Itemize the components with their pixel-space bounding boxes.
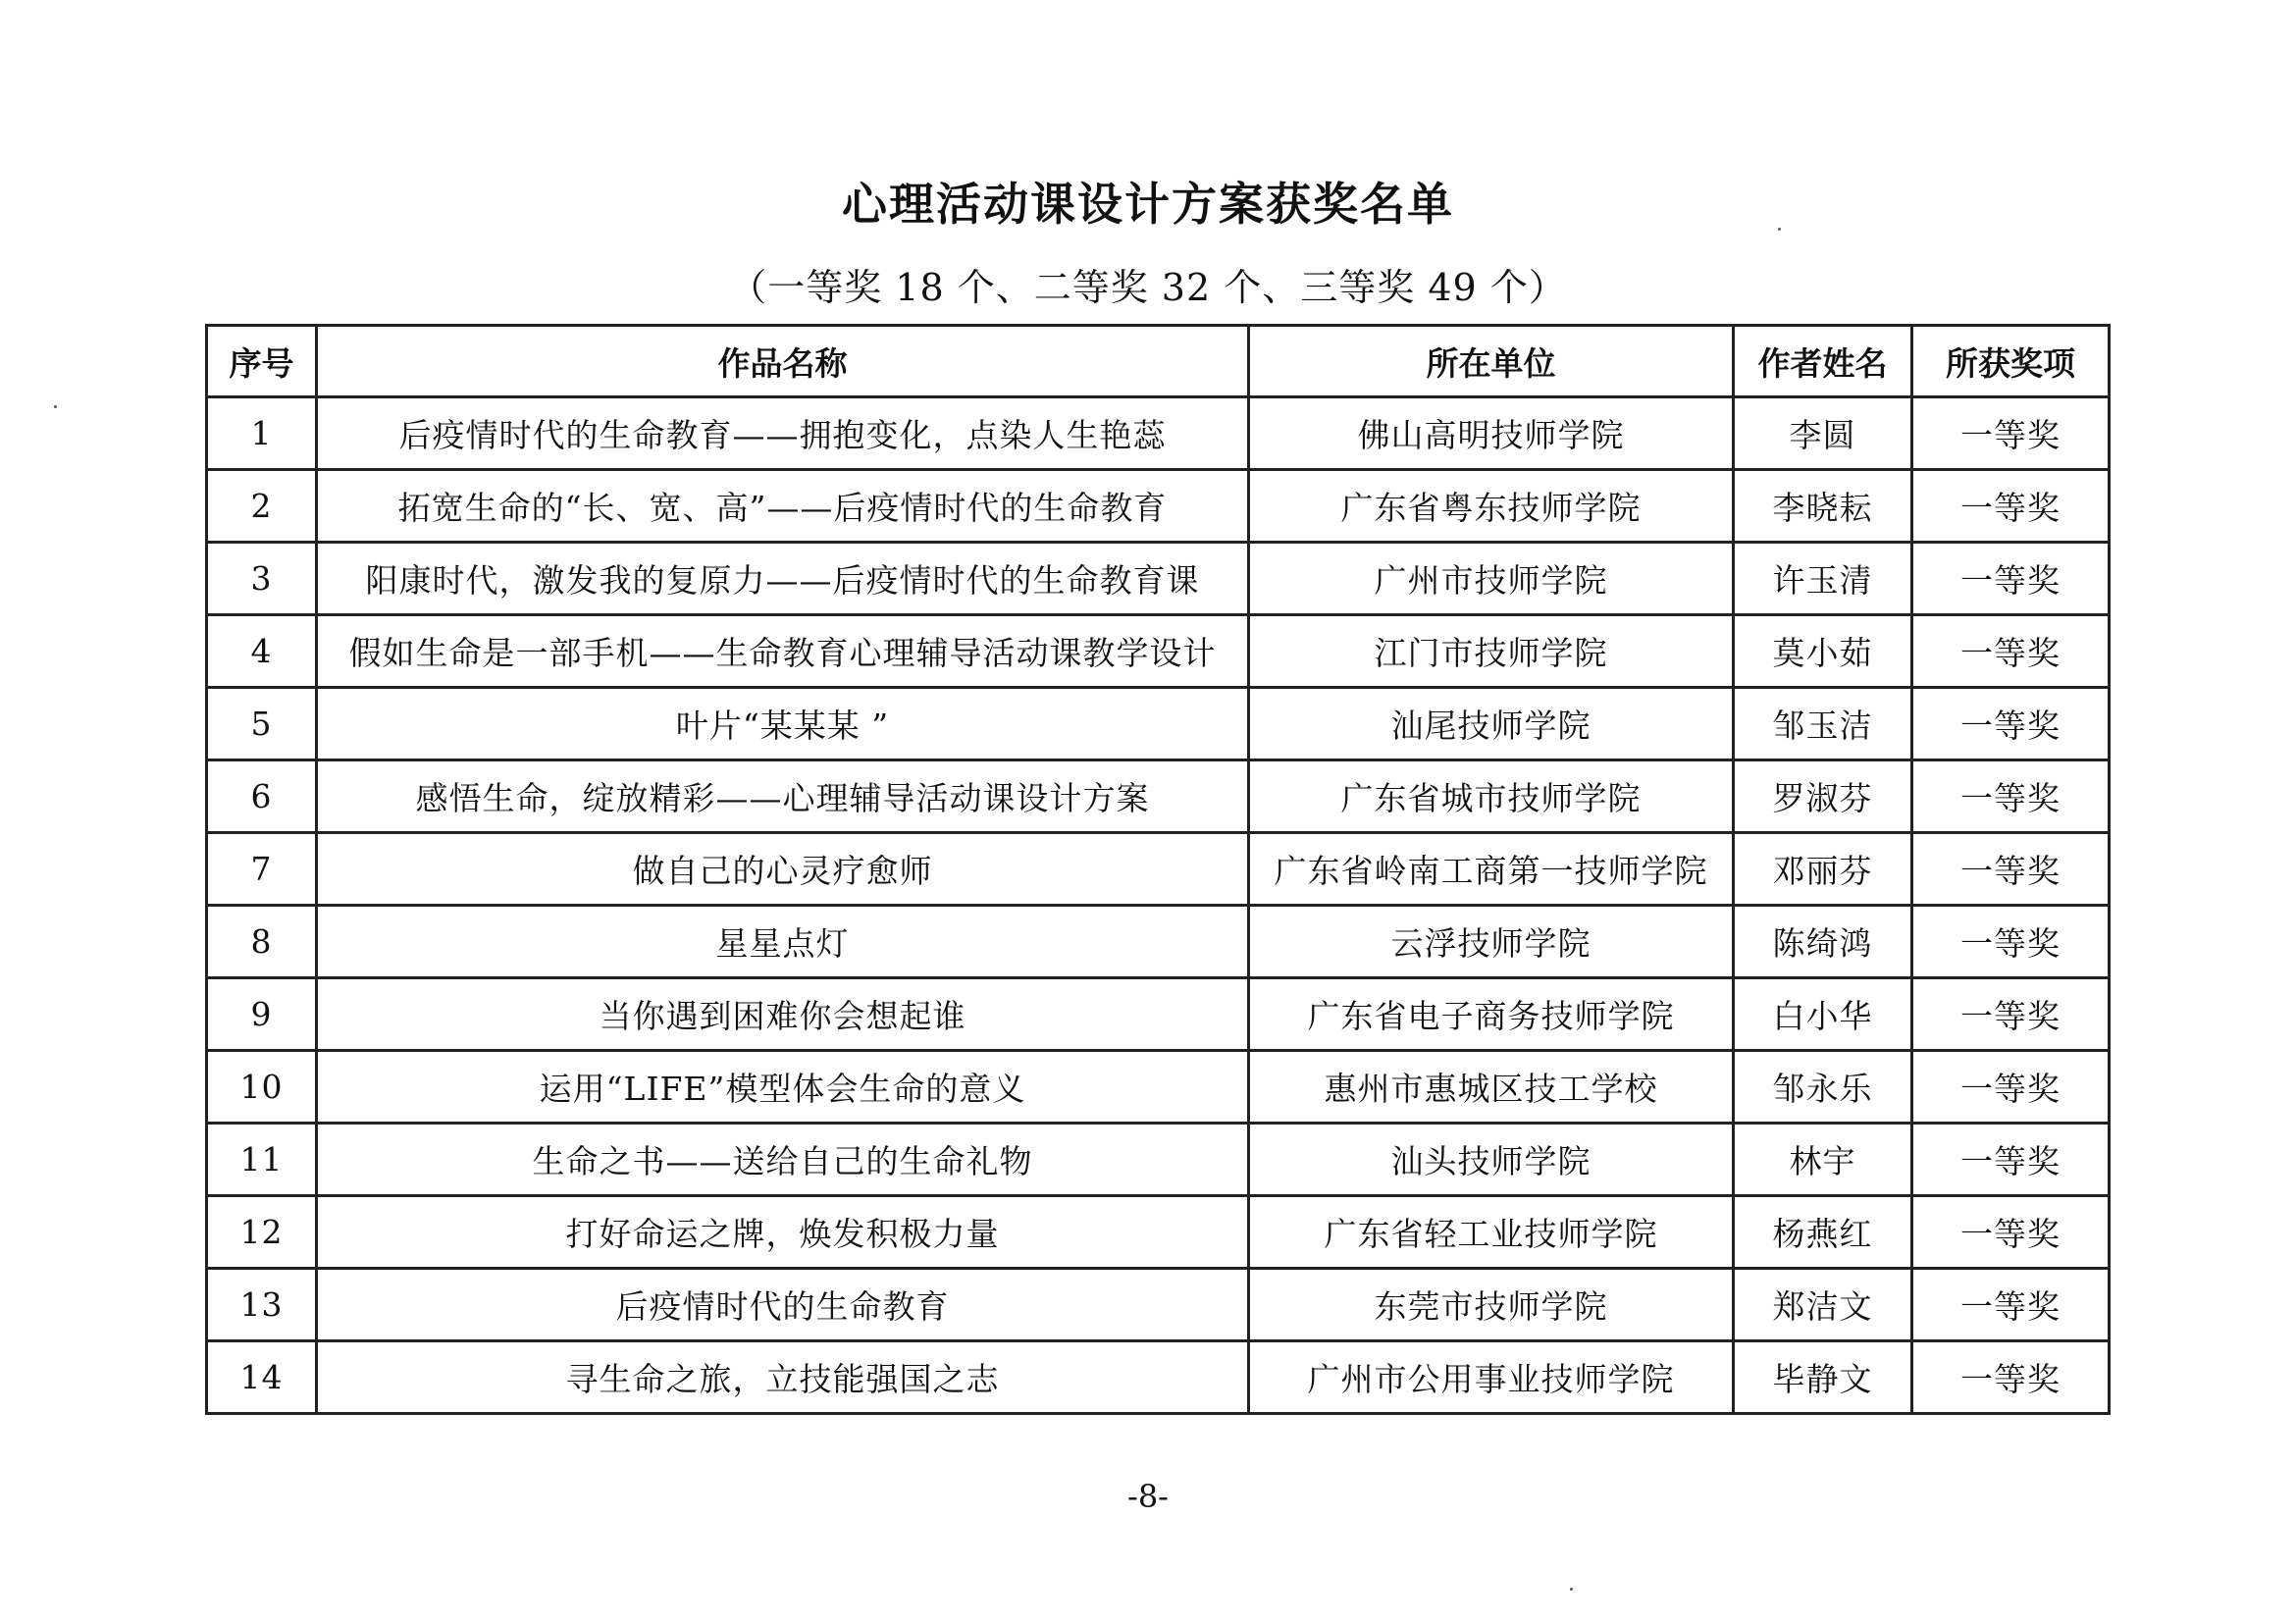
serial-number-cell: 5 bbox=[207, 688, 317, 760]
work-title-cell: 拓宽生命的“长、宽、高”——后疫情时代的生命教育 bbox=[317, 470, 1249, 543]
author-name-cell: 邹玉洁 bbox=[1734, 688, 1912, 760]
award-level-cell: 一等奖 bbox=[1912, 543, 2110, 615]
table-row bbox=[207, 688, 2110, 760]
serial-number-cell: 7 bbox=[207, 833, 317, 906]
award-level-cell: 一等奖 bbox=[1912, 1341, 2110, 1414]
scan-speck bbox=[1778, 228, 1781, 231]
scan-speck bbox=[54, 405, 57, 408]
award-level-cell: 一等奖 bbox=[1912, 688, 2110, 760]
institution-cell: 惠州市惠城区技工学校 bbox=[1249, 1051, 1734, 1124]
serial-number-cell: 2 bbox=[207, 470, 317, 543]
award-level-cell: 一等奖 bbox=[1912, 978, 2110, 1051]
header-award-level: 所获奖项 bbox=[1912, 326, 2110, 397]
table-row bbox=[207, 833, 2110, 906]
institution-cell: 广东省城市技师学院 bbox=[1249, 760, 1734, 833]
institution-cell: 江门市技师学院 bbox=[1249, 615, 1734, 688]
award-level-cell: 一等奖 bbox=[1912, 397, 2110, 470]
work-title-cell: 做自己的心灵疗愈师 bbox=[317, 833, 1249, 906]
author-name-cell: 杨燕红 bbox=[1734, 1196, 1912, 1269]
award-list-table bbox=[205, 324, 2111, 1415]
author-name-cell: 罗淑芬 bbox=[1734, 760, 1912, 833]
work-title-cell: 运用“LIFE”模型体会生命的意义 bbox=[317, 1051, 1249, 1124]
serial-number-cell: 8 bbox=[207, 906, 317, 978]
table-body bbox=[207, 397, 2110, 1414]
work-title-cell: 后疫情时代的生命教育 bbox=[317, 1269, 1249, 1341]
institution-cell: 汕头技师学院 bbox=[1249, 1124, 1734, 1196]
table-row bbox=[207, 906, 2110, 978]
work-title-cell: 寻生命之旅，立技能强国之志 bbox=[317, 1341, 1249, 1414]
serial-number-cell: 11 bbox=[207, 1124, 317, 1196]
table-row bbox=[207, 397, 2110, 470]
author-name-cell: 邹永乐 bbox=[1734, 1051, 1912, 1124]
serial-number-cell: 13 bbox=[207, 1269, 317, 1341]
award-level-cell: 一等奖 bbox=[1912, 906, 2110, 978]
serial-number-cell: 14 bbox=[207, 1341, 317, 1414]
serial-number-cell: 9 bbox=[207, 978, 317, 1051]
author-name-cell: 毕静文 bbox=[1734, 1341, 1912, 1414]
table-row bbox=[207, 615, 2110, 688]
header-author-name: 作者姓名 bbox=[1734, 326, 1912, 397]
serial-number-cell: 6 bbox=[207, 760, 317, 833]
scan-speck bbox=[1570, 1588, 1573, 1591]
institution-cell: 广东省岭南工商第一技师学院 bbox=[1249, 833, 1734, 906]
table-row bbox=[207, 1124, 2110, 1196]
work-title-cell: 感悟生命，绽放精彩——心理辅导活动课设计方案 bbox=[317, 760, 1249, 833]
award-level-cell: 一等奖 bbox=[1912, 833, 2110, 906]
award-count-subtitle: （一等奖 18 个、二等奖 32 个、三等奖 49 个） bbox=[729, 266, 1567, 309]
award-level-cell: 一等奖 bbox=[1912, 1269, 2110, 1341]
institution-cell: 广东省粤东技师学院 bbox=[1249, 470, 1734, 543]
table-row bbox=[207, 543, 2110, 615]
award-level-cell: 一等奖 bbox=[1912, 1051, 2110, 1124]
serial-number-cell: 12 bbox=[207, 1196, 317, 1269]
table-row bbox=[207, 470, 2110, 543]
institution-cell: 广东省电子商务技师学院 bbox=[1249, 978, 1734, 1051]
author-name-cell: 李圆 bbox=[1734, 397, 1912, 470]
award-level-cell: 一等奖 bbox=[1912, 615, 2110, 688]
page-title: 心理活动课设计方案获奖名单 bbox=[842, 178, 1454, 231]
institution-cell: 佛山高明技师学院 bbox=[1249, 397, 1734, 470]
author-name-cell: 邓丽芬 bbox=[1734, 833, 1912, 906]
work-title-cell: 后疫情时代的生命教育——拥抱变化，点染人生艳蕊 bbox=[317, 397, 1249, 470]
institution-cell: 广州市公用事业技师学院 bbox=[1249, 1341, 1734, 1414]
institution-cell: 云浮技师学院 bbox=[1249, 906, 1734, 978]
serial-number-cell: 3 bbox=[207, 543, 317, 615]
page-number: -8- bbox=[1127, 1478, 1169, 1515]
author-name-cell: 林宇 bbox=[1734, 1124, 1912, 1196]
work-title-cell: 打好命运之牌，焕发积极力量 bbox=[317, 1196, 1249, 1269]
award-level-cell: 一等奖 bbox=[1912, 1196, 2110, 1269]
author-name-cell: 白小华 bbox=[1734, 978, 1912, 1051]
author-name-cell: 李晓耘 bbox=[1734, 470, 1912, 543]
serial-number-cell: 1 bbox=[207, 397, 317, 470]
work-title-cell: 生命之书——送给自己的生命礼物 bbox=[317, 1124, 1249, 1196]
table-row bbox=[207, 978, 2110, 1051]
table-row bbox=[207, 760, 2110, 833]
header-work-title: 作品名称 bbox=[317, 326, 1249, 397]
institution-cell: 广州市技师学院 bbox=[1249, 543, 1734, 615]
work-title-cell: 星星点灯 bbox=[317, 906, 1249, 978]
work-title-cell: 叶片“某某某 ” bbox=[317, 688, 1249, 760]
institution-cell: 东莞市技师学院 bbox=[1249, 1269, 1734, 1341]
table-row bbox=[207, 1341, 2110, 1414]
award-level-cell: 一等奖 bbox=[1912, 470, 2110, 543]
award-level-cell: 一等奖 bbox=[1912, 760, 2110, 833]
table-row bbox=[207, 1269, 2110, 1341]
serial-number-cell: 10 bbox=[207, 1051, 317, 1124]
work-title-cell: 当你遇到困难你会想起谁 bbox=[317, 978, 1249, 1051]
header-institution: 所在单位 bbox=[1249, 326, 1734, 397]
author-name-cell: 许玉清 bbox=[1734, 543, 1912, 615]
header-serial-number: 序号 bbox=[207, 326, 317, 397]
table-header-row bbox=[207, 326, 2110, 397]
table-row bbox=[207, 1196, 2110, 1269]
serial-number-cell: 4 bbox=[207, 615, 317, 688]
institution-cell: 广东省轻工业技师学院 bbox=[1249, 1196, 1734, 1269]
table-row bbox=[207, 1051, 2110, 1124]
institution-cell: 汕尾技师学院 bbox=[1249, 688, 1734, 760]
author-name-cell: 郑洁文 bbox=[1734, 1269, 1912, 1341]
author-name-cell: 陈绮鸿 bbox=[1734, 906, 1912, 978]
work-title-cell: 假如生命是一部手机——生命教育心理辅导活动课教学设计 bbox=[317, 615, 1249, 688]
award-level-cell: 一等奖 bbox=[1912, 1124, 2110, 1196]
author-name-cell: 莫小茹 bbox=[1734, 615, 1912, 688]
work-title-cell: 阳康时代，激发我的复原力——后疫情时代的生命教育课 bbox=[317, 543, 1249, 615]
